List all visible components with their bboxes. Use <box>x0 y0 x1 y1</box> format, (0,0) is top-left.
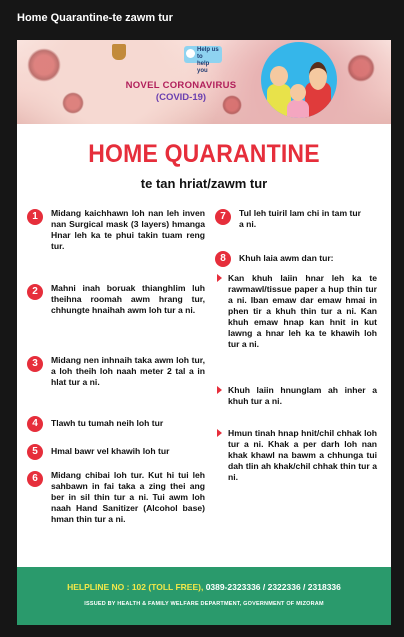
government-emblem-icon <box>112 44 126 60</box>
novel-coronavirus-logo <box>101 80 261 110</box>
helpline-numbers: 0389-2323336 / 2322336 / 2318336 <box>205 582 341 592</box>
novel-coronavirus-text: NOVEL CORONAVIRUS <box>125 80 237 91</box>
list-item <box>215 208 361 230</box>
list-item <box>27 415 205 432</box>
triangle-bullet-icon <box>217 386 222 394</box>
window-title: Home Quarantine-te zawm tur <box>17 12 173 24</box>
poster-footer <box>17 567 391 625</box>
help-line-1: Help us to <box>197 47 219 60</box>
list-item <box>27 355 205 388</box>
poster-banner <box>17 40 391 124</box>
virus-icon <box>27 48 61 82</box>
item-text: Tul leh tuiril lam chi in tam tur a ni. <box>239 208 361 229</box>
item-number: 6 <box>27 471 43 487</box>
item-number: 7 <box>215 209 231 225</box>
poster-subheadline: te tan hriat/zawm tur <box>140 176 268 191</box>
item-number: 5 <box>27 444 43 460</box>
item-text: Midang chibai loh tur. Kut hi tui leh sahbawn in fai taka a zing thei ang ber in sil thin tur a ni. Tui awm loh naah Hand Sanitizer (Alcohol base) hman thin tur a ni. <box>51 470 205 524</box>
item-number: 2 <box>27 284 43 300</box>
item-number: 3 <box>27 356 43 372</box>
triangle-bullet-icon <box>217 274 222 282</box>
helpline <box>17 582 391 592</box>
bullet-item <box>217 385 377 407</box>
item-text: Midang nen inhnaih taka awm loh tur, a loh theih loh naah meter 2 tal a in hlat tur a ni. <box>51 355 205 387</box>
helpline-label: HELPLINE NO : 102 (TOLL FREE), <box>67 582 204 592</box>
item-number: 8 <box>215 251 231 267</box>
list-item <box>27 208 205 252</box>
family-illustration <box>261 42 337 118</box>
list-item <box>27 443 205 460</box>
virus-icon <box>347 54 375 82</box>
list-item <box>27 283 205 316</box>
help-us-badge <box>184 46 222 74</box>
item-text: Tlawh tu tumah neih loh tur <box>51 418 164 428</box>
bullet-text: Khuh laiin hnunglam ah inher a khuh tur a ni. <box>228 385 377 406</box>
bullet-text: Kan khuh laiin hnar leh ka te rawmawl/tissue paper a hup thin tur a ni. Iban emaw dar emaw hmai in phen tir a khuh thin tur a ni. Kan khuh emaw hnap kan hnit in kut lawng a hnar leh ka te khawih loh tur a ni. <box>228 273 377 349</box>
covid-text: (COVID-19) <box>155 92 207 103</box>
poster-headline: HOME QUARANTINE <box>88 140 320 168</box>
help-line-2: help you <box>197 61 210 74</box>
virus-icon <box>62 92 84 114</box>
issued-by: ISSUED BY HEALTH & FAMILY WELFARE DEPARTMENT, GOVERNMENT OF MIZORAM <box>84 601 324 607</box>
item-number: 4 <box>27 416 43 432</box>
item-text: Midang kaichhawn loh nan leh inven nan Surgical mask (3 layers) hmanga Hnar leh ka te phui takin tuam reng tur. <box>51 208 205 251</box>
bullet-item <box>217 428 377 483</box>
quarantine-poster <box>17 40 391 625</box>
hand-icon <box>186 49 195 58</box>
item-text: Mahni inah boruak thianghlim luh theihna roomah awm hrang tur, chhungte hnaihah awm loh tur a ni. <box>51 283 205 315</box>
triangle-bullet-icon <box>217 429 222 437</box>
bullet-text: Hmun tinah hnap hnit/chil chhak loh tur a ni. Khak a per darh loh nan khak khawl na bawm a chhunga tui dah tlin ah khak/chil chhak thin tur a ni. <box>228 428 377 482</box>
item-number: 1 <box>27 209 43 225</box>
list-item <box>215 250 381 267</box>
item-text: Khuh laia awm dan tur: <box>239 253 334 263</box>
item-text: Hmal bawr vel khawih loh tur <box>51 446 170 456</box>
list-item <box>27 470 205 525</box>
bullet-item <box>217 273 377 350</box>
